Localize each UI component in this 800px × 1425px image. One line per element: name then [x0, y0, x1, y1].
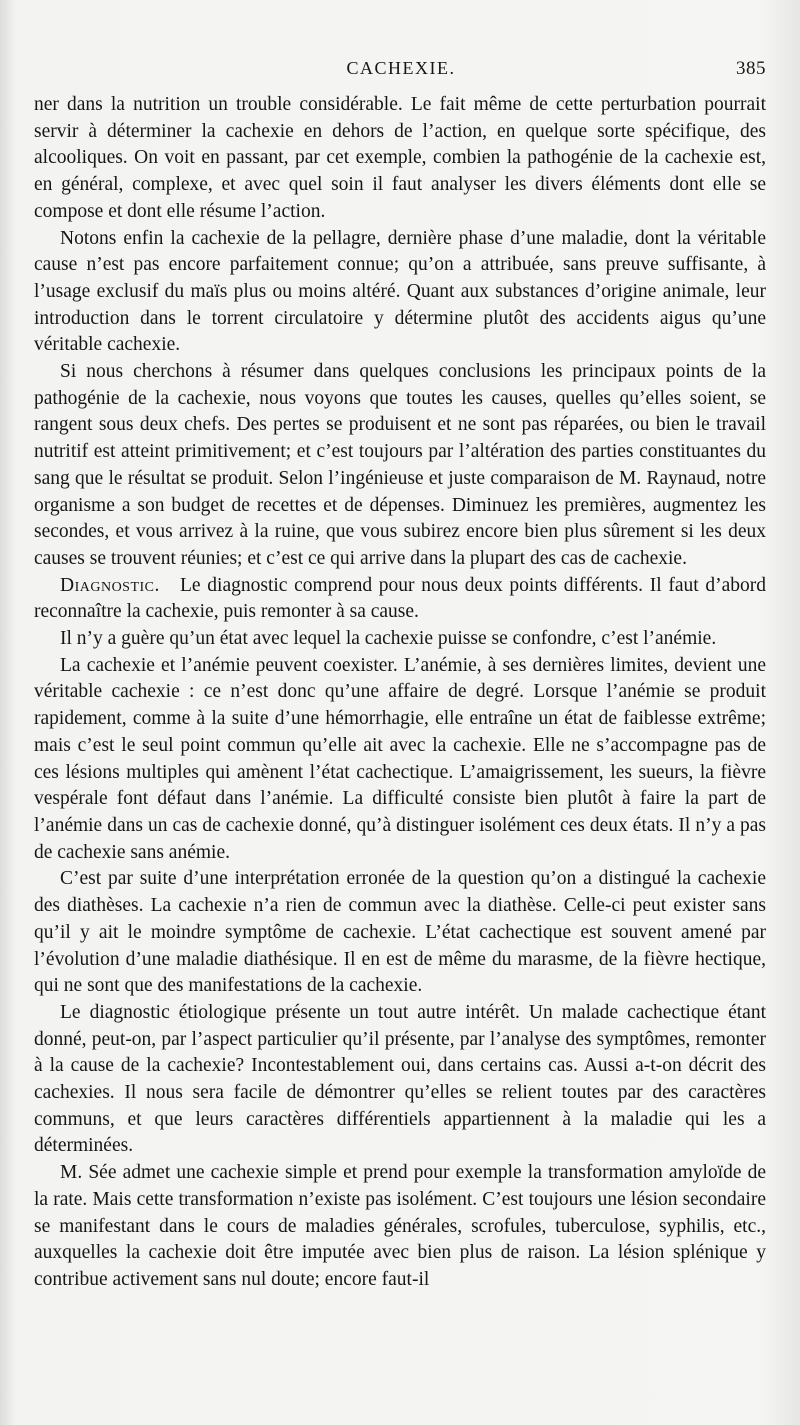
paragraph: ner dans la nutrition un trouble considérable. Le fait même de cette perturbation pourrait servir à déterminer la cachexie en dehors de l’action, en quelque sorte spécifique, des alcooliques. On voit en passant, par cet exemple, combien la pathogénie de la cachexie est, en général, complexe, et avec quel soin il faut analyser les divers éléments dont elle se compose et dont elle résume l’action.: [34, 94, 766, 222]
paragraph: La cachexie et l’anémie peuvent coexister. L’anémie, à ses dernières limites, devient une véritable cachexie : ce n’est donc qu’une affaire de degré. Lorsque l’anémie se produit rapidement, comme à la suite d’une hémorrhagie, elle entraîne un état de faiblesse extrême; mais c’est le seul point commun qu’elle ait avec la cachexie. Elle ne s’accompagne pas de ces lésions multiples qui amènent l’état cachectique. L’amaigrissement, les sueurs, la fièvre vespérale font défaut dans l’anémie. La difficulté consiste bien plutôt à faire la part de l’anémie dans un cas de cachexie donné, qu’à distinguer isolément ces deux états. Il n’y a pas de cachexie sans anémie.: [34, 654, 766, 863]
paragraph: Si nous cherchons à résumer dans quelques conclusions les principaux points de la pathogénie de la cachexie, nous voyons que toutes les causes, quelles qu’elles soient, se rangent sous deux chefs. Des pertes se produisent et ne sont pas réparées, ou bien le travail nutritif est atteint primitivement; et c’est toujours par l’altération des parties constituantes du sang que le résultat se produit. Selon l’ingénieuse et juste comparaison de M. Raynaud, notre organisme a son budget de recettes et de dépenses. Diminuez les premières, augmentez les secondes, et vous arrivez à la ruine, que vous subirez encore bien plus sûrement si les deux causes se trouvent réunies; et c’est ce qui arrive dans la plupart des cas de cachexie.: [34, 361, 766, 569]
running-title: CACHEXIE.: [346, 58, 456, 78]
section-heading-diagnostic: Diagnostic.: [60, 574, 160, 596]
paragraph-text: Le diagnostic comprend pour nous deux points différents. Il faut d’abord reconnaître la cachexie, puis remonter à sa cause.: [34, 574, 766, 623]
paragraph: C’est par suite d’une interprétation erronée de la question qu’on a distingué la cachexie des diathèses. La cachexie n’a rien de commun avec la diathèse. Celle-ci peut exister sans qu’il y ait le moindre symptôme de cachexie. L’état cachectique est souvent amené par l’évolution d’une maladie diathésique. Il en est de même du marasme, de la fièvre hectique, qui ne sont que des manifestations de la cachexie.: [34, 868, 766, 997]
paragraph: Notons enfin la cachexie de la pellagre, dernière phase d’une maladie, dont la véritable cause n’est pas encore parfaitement connue; qu’on a attribuée, sans preuve suffisante, à l’usage exclusif du maïs plus ou moins altéré. Quant aux substances d’origine animale, leur introduction dans le torrent circulatoire y détermine plutôt des accidents aigus qu’une véritable cachexie.: [34, 227, 766, 356]
paragraph: Le diagnostic étiologique présente un tout autre intérêt. Un malade cachectique étant donné, peut-on, par l’aspect particulier qu’il présente, par l’analyse des symptômes, remonter à la cause de la cachexie? Incontestablement oui, dans certains cas. Aussi a-t-on décrit des cachexies. Il nous sera facile de démontrer qu’elles se relient toutes par des caractères communs, et que leurs caractères différentiels appartiennent à la maladie qui les a déterminées.: [34, 1001, 766, 1157]
paragraph: Il n’y a guère qu’un état avec lequel la cachexie puisse se confondre, c’est l’anémie.: [60, 628, 717, 650]
running-head: [34, 58, 768, 84]
text-body: [34, 92, 766, 1294]
page-number: 385: [736, 58, 766, 79]
paragraph: [34, 573, 766, 626]
paragraph: M. Sée admet une cachexie simple et prend pour exemple la transformation amyloïde de la rate. Mais cette transformation n’existe pas isolément. C’est toujours une lésion secondaire se manifestant dans le cours de maladies générales, scrofules, tuberculose, syphilis, etc., auxquelles la cachexie doit être imputée avec bien plus de raison. La lésion splénique y contribue activement sans nul doute; encore faut-il: [34, 1162, 766, 1290]
